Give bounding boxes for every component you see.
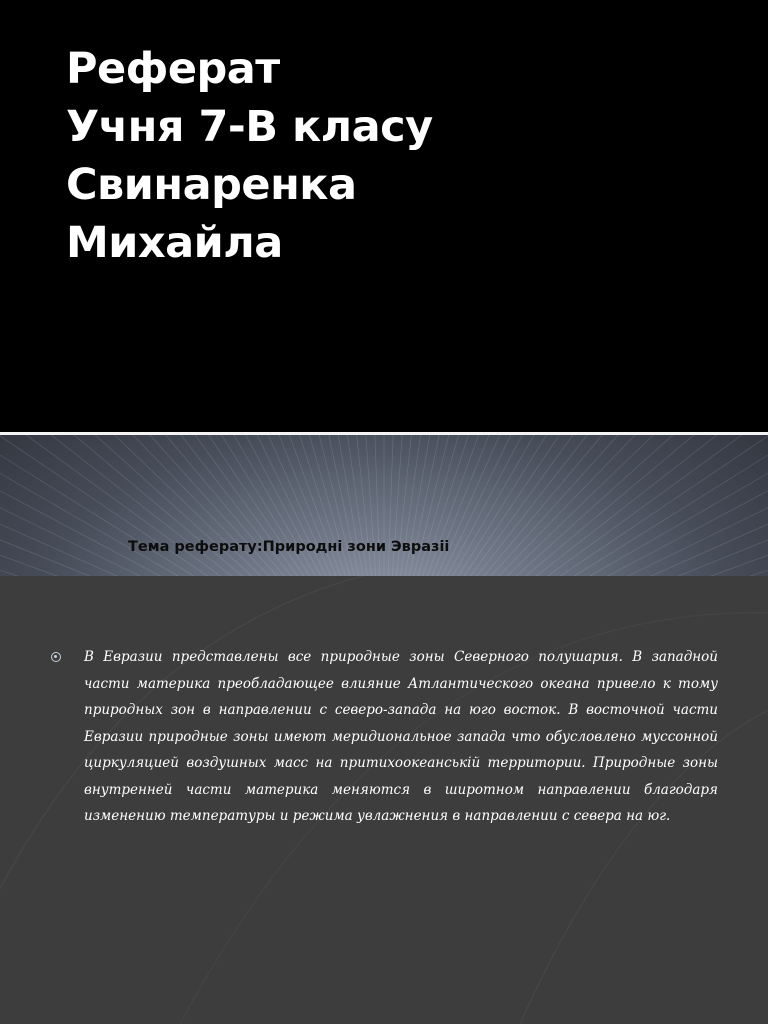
circle-bullet-icon [51, 652, 61, 662]
body-paragraph: В Евразии представлены все природные зоны Северного полушария. В западной части материка преобладающее влияние Атлантического океана привело к тому природных зон в направлении с северо-запада на юго восток. В восточной части Евразии природные зоны имеют меридиональное запада что обусловлено муссонной циркуляцией воздушных масс на притихоокеанській территории. Природные зоны внутренней части материка меняются в широтном направлении благодаря изменению температуры и режима увлажнения в направлении с севера на юг. [84, 649, 718, 824]
title-line-2: Учня 7-В класу [66, 102, 433, 152]
title-line-4: Михайла [66, 218, 283, 268]
title-line-1: Реферат [66, 44, 280, 94]
topic-slide [0, 435, 768, 576]
title-slide [0, 0, 768, 432]
title-line-3: Свинаренка [66, 160, 357, 210]
report-title [66, 40, 706, 272]
topic-title: Тема реферату:Природні зони Эвразіі [128, 539, 450, 555]
body-slide [0, 576, 768, 1024]
